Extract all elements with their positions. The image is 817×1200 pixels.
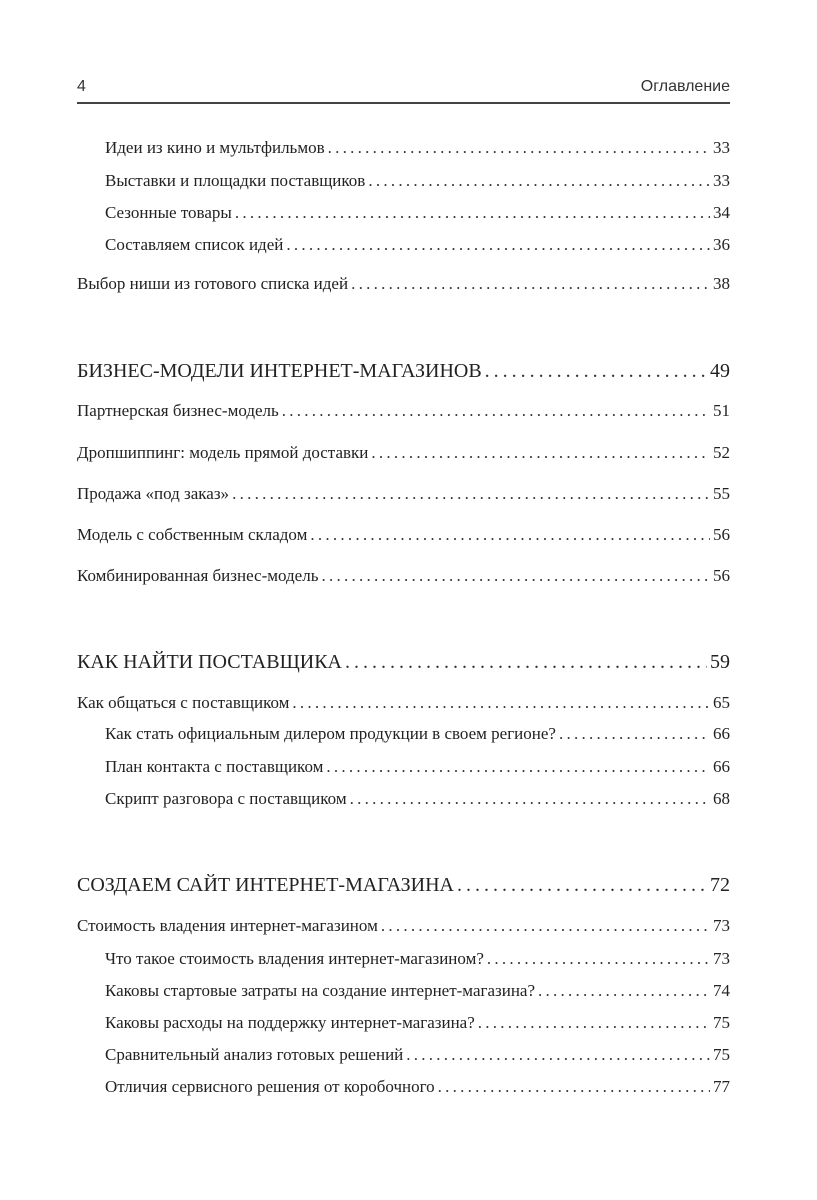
dot-leader <box>457 874 707 896</box>
dot-leader <box>235 202 710 224</box>
running-title: Оглавление <box>640 78 730 95</box>
toc-title: Как общаться с поставщиком <box>77 693 290 712</box>
toc-entry[interactable] <box>77 524 730 546</box>
toc-title: Скрипт разговора с поставщиком <box>105 789 347 808</box>
toc-title: Каковы расходы на поддержку интернет-магазина? <box>105 1013 475 1032</box>
toc-title: Партнерская бизнес-модель <box>77 401 279 420</box>
toc-entry[interactable] <box>105 756 730 778</box>
toc-page-number: 38 <box>713 274 730 293</box>
toc-entry[interactable] <box>77 400 730 422</box>
toc-entry[interactable] <box>105 788 730 810</box>
toc-entry[interactable] <box>77 692 730 714</box>
dot-leader <box>406 1044 710 1066</box>
toc-page-number: 36 <box>713 235 730 254</box>
toc-title: Что такое стоимость владения интернет-магазином? <box>105 949 484 968</box>
dot-leader <box>292 692 710 714</box>
dot-leader <box>478 1012 710 1034</box>
dot-leader <box>310 524 710 546</box>
toc-page-number: 68 <box>713 789 730 808</box>
toc-page-number: 66 <box>713 757 730 776</box>
toc-entry[interactable] <box>77 273 730 295</box>
toc-page-number: 75 <box>713 1045 730 1064</box>
toc-title: КАК НАЙТИ ПОСТАВЩИКА <box>77 651 342 673</box>
toc-entry[interactable] <box>105 234 730 256</box>
toc-entry[interactable] <box>105 1044 730 1066</box>
dot-leader <box>321 565 710 587</box>
toc-page-number: 55 <box>713 484 730 503</box>
toc-page-number: 72 <box>710 874 730 896</box>
toc-chapter[interactable] <box>77 874 730 896</box>
toc-page-number: 59 <box>710 651 730 673</box>
toc-title: Выбор ниши из готового списка идей <box>77 274 349 293</box>
dot-leader <box>351 273 710 295</box>
dot-leader <box>232 483 710 505</box>
toc-page-number: 73 <box>713 916 730 935</box>
page-number: 4 <box>77 78 86 95</box>
dot-leader <box>487 948 710 970</box>
dot-leader <box>371 442 710 464</box>
toc-entry[interactable] <box>105 1076 730 1098</box>
toc-title: Идеи из кино и мультфильмов <box>105 138 325 157</box>
toc-title: СОЗДАЕМ САЙТ ИНТЕРНЕТ-МАГАЗИНА <box>77 874 455 896</box>
dot-leader <box>328 137 710 159</box>
toc-page-number: 49 <box>710 360 730 382</box>
toc-entry[interactable] <box>105 202 730 224</box>
toc-title: Выставки и площадки поставщиков <box>105 171 366 190</box>
toc-entry[interactable] <box>105 948 730 970</box>
toc-entry[interactable] <box>105 1012 730 1034</box>
toc-entry[interactable] <box>77 442 730 464</box>
toc-entry[interactable] <box>105 170 730 192</box>
toc-title: План контакта с поставщиком <box>105 757 324 776</box>
toc-title: Каковы стартовые затраты на создание интернет-магазина? <box>105 981 536 1000</box>
toc-page-number: 73 <box>713 949 730 968</box>
toc-page-number: 33 <box>713 171 730 190</box>
toc-title: Стоимость владения интернет-магазином <box>77 916 378 935</box>
toc-entry[interactable] <box>105 137 730 159</box>
dot-leader <box>538 980 710 1002</box>
toc-page-number: 56 <box>713 566 730 585</box>
toc-entry[interactable] <box>77 565 730 587</box>
toc-title: Как стать официальным дилером продукции в своем регионе? <box>105 724 556 743</box>
toc-title: Дропшиппинг: модель прямой доставки <box>77 443 369 462</box>
toc-entry[interactable] <box>77 915 730 937</box>
header-rule <box>77 102 730 104</box>
toc-page-number: 52 <box>713 443 730 462</box>
toc-page-number: 51 <box>713 401 730 420</box>
toc-title: Составляем список идей <box>105 235 284 254</box>
dot-leader <box>326 756 710 778</box>
toc-title: Модель с собственным складом <box>77 525 308 544</box>
toc-page-number: 77 <box>713 1077 730 1096</box>
toc-title: Отличия сервисного решения от коробочного <box>105 1077 435 1096</box>
toc-page-number: 66 <box>713 724 730 743</box>
dot-leader <box>282 400 710 422</box>
toc-title: Продажа «под заказ» <box>77 484 230 503</box>
toc-entry[interactable] <box>105 980 730 1002</box>
toc-page-number: 74 <box>713 981 730 1000</box>
toc-title: Комбинированная бизнес-модель <box>77 566 319 585</box>
dot-leader <box>368 170 710 192</box>
dot-leader <box>438 1076 710 1098</box>
toc-entry[interactable] <box>77 483 730 505</box>
dot-leader <box>345 651 707 673</box>
toc-chapter[interactable] <box>77 360 730 382</box>
toc-page-number: 33 <box>713 138 730 157</box>
dot-leader <box>286 234 710 256</box>
dot-leader <box>485 360 707 382</box>
toc-entry[interactable] <box>105 723 730 745</box>
toc-title: Сравнительный анализ готовых решений <box>105 1045 404 1064</box>
toc-page-number: 65 <box>713 693 730 712</box>
toc-page-number: 34 <box>713 203 730 222</box>
dot-leader <box>350 788 710 810</box>
toc-chapter[interactable] <box>77 651 730 673</box>
dot-leader <box>559 723 710 745</box>
toc-title: БИЗНЕС-МОДЕЛИ ИНТЕРНЕТ-МАГАЗИНОВ <box>77 360 482 382</box>
dot-leader <box>381 915 710 937</box>
toc-page-number: 75 <box>713 1013 730 1032</box>
toc-page-number: 56 <box>713 525 730 544</box>
toc-title: Сезонные товары <box>105 203 232 222</box>
